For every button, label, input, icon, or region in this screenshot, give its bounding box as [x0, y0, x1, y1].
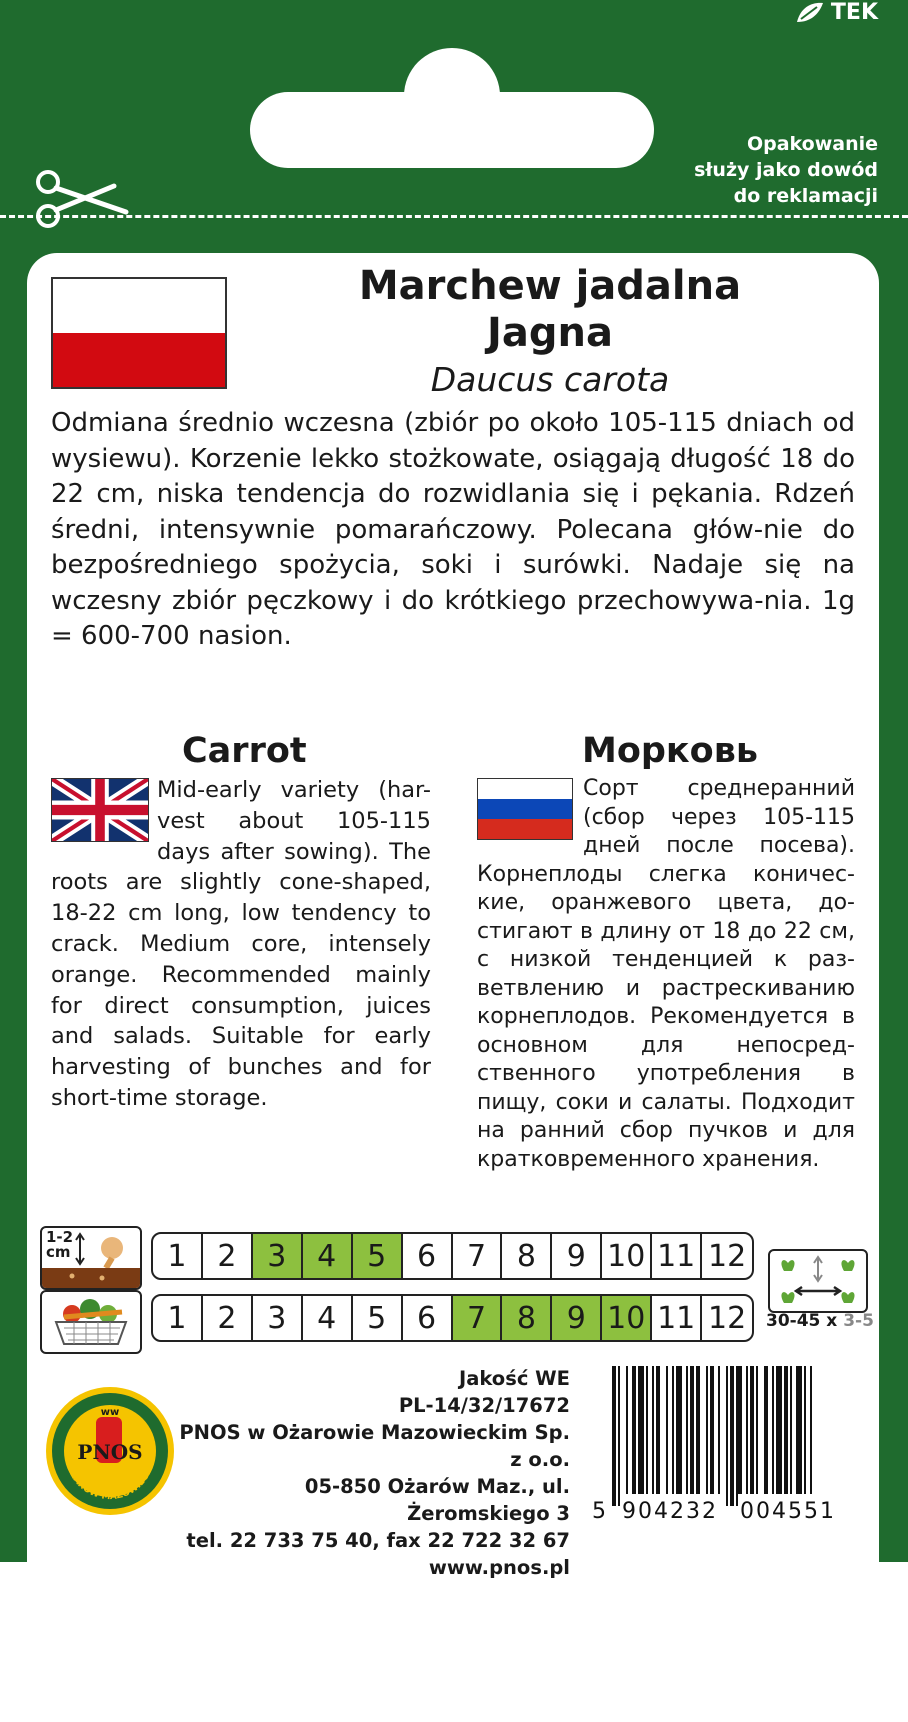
month-cell: 2	[203, 1234, 253, 1278]
month-cell-active: 10	[602, 1296, 652, 1340]
russian-text: Сорт среднеранний (сбор через 105-115 дней после посева). Корнеплоды слегка коничес-кие, оранжевого цвета, до-стигают в длину от 18 до 22 см, с низкой тенденцией к раз-ветвлению и растрескиванию корнеплодов. Рекомендуется в основном для непосред-ственного употребления в пищу, соки и салаты. Подходит на ранний сбор пучков и для кратковременного хранения.	[477, 776, 855, 1172]
hang-hole	[250, 92, 654, 168]
barcode-bar	[746, 1366, 748, 1506]
sowing-calendar	[151, 1232, 754, 1280]
barcode-bar	[776, 1366, 782, 1506]
notice-line: Opakowanie	[746, 133, 878, 155]
barcode-bar	[784, 1366, 788, 1506]
barcode-bar	[750, 1366, 754, 1506]
barcode-bar	[718, 1366, 720, 1506]
barcode-bar	[612, 1366, 616, 1506]
month-cell-active: 8	[502, 1296, 552, 1340]
barcode-bar	[632, 1366, 636, 1506]
company-info	[170, 1365, 570, 1581]
month-cell: 9	[552, 1234, 602, 1278]
logo-letters: PNOS	[77, 1440, 143, 1464]
barcode-bar	[672, 1366, 674, 1506]
title-line-1: Marchew jadalna	[358, 263, 742, 309]
brand-text: TEK	[830, 0, 878, 25]
month-cell: 11	[652, 1296, 702, 1340]
month-cell: 8	[502, 1234, 552, 1278]
barcode-bar	[772, 1366, 774, 1506]
russian-description	[477, 775, 855, 1174]
top-brand	[795, 0, 878, 25]
barcode-bar	[676, 1366, 682, 1506]
spacing-secondary: 3-5	[843, 1311, 874, 1331]
barcode-bar	[804, 1366, 806, 1506]
sowing-depth-icon	[40, 1226, 142, 1290]
month-cell: 3	[253, 1296, 303, 1340]
month-cell: 1	[153, 1234, 203, 1278]
month-cell: 12	[708, 1300, 747, 1336]
barcode-bar	[626, 1366, 628, 1506]
month-cell-active: 5	[353, 1234, 403, 1278]
english-description	[51, 775, 431, 1114]
product-title	[300, 263, 800, 401]
plant-spacing-icon	[768, 1249, 868, 1313]
russian-title: Морковь	[582, 731, 759, 771]
barcode-group-1: 904232	[622, 1499, 718, 1524]
pnos-logo	[44, 1385, 176, 1517]
barcode-bar	[790, 1366, 792, 1506]
quality-mark: Jakość WE	[458, 1367, 570, 1390]
barcode-bar	[638, 1366, 644, 1506]
barcode-bar	[656, 1366, 660, 1506]
month-cell-active: 4	[303, 1234, 353, 1278]
leaf-icon	[795, 2, 825, 24]
month-cell-active: 7	[453, 1296, 503, 1340]
logo-ring-text: OŻARÓW MAZOWIECKI	[64, 1463, 156, 1503]
scissors-icon	[34, 168, 130, 230]
sowing-depth-label: 1-2 cm	[46, 1228, 74, 1261]
registration-number: PL-14/32/17672	[398, 1394, 570, 1417]
barcode-bar	[736, 1366, 742, 1506]
barcode-bar	[666, 1366, 668, 1506]
month-cell: 4	[303, 1296, 353, 1340]
company-name: PNOS w Ożarowie Mazowieckim Sp. z o.o.	[179, 1421, 570, 1471]
notice-line: do reklamacji	[733, 185, 878, 207]
barcode-bar	[710, 1366, 714, 1506]
barcode-bar	[730, 1366, 734, 1506]
harvest-basket-icon	[40, 1290, 142, 1354]
company-website: www.pnos.pl	[428, 1556, 570, 1579]
barcode-bar	[646, 1366, 648, 1506]
month-cell: 10	[602, 1234, 652, 1278]
month-cell: 2	[203, 1296, 253, 1340]
logo-small: ww	[100, 1407, 120, 1418]
barcode-bar	[726, 1366, 728, 1506]
barcode-bar	[810, 1366, 812, 1506]
cut-line	[0, 215, 908, 218]
month-cell-active: 9	[552, 1296, 602, 1340]
spacing-label	[766, 1311, 874, 1331]
polish-description: Odmiana średnio wczesna (zbiór po około 105-115 dniach od wysiewu). Korzenie lekko stożkowate, osiągają długość 18 do 22 cm, niska tendencja do rozwidlania się i pękania. Rdzeń średni, intensywnie pomarańczowy. Polecana głów-nie do bezpośredniego spożycia, soki i surówki. Nadaje się na wczesny zbiór pęczkowy i do krótkiego przechowywa-nia. 1g = 600-700 nasion.	[51, 408, 855, 651]
barcode-bar	[696, 1366, 700, 1506]
english-text: Mid-early variety (har-vest about 105-115 days after sowing). The roots are slightly cone-shaped, 18-22 cm long, low tendency to crack. Medium core, intensely orange. Recommended mainly for direct consumption, juices and salads. Suitable for early harvesting of bunches and for short-time storage.	[51, 777, 431, 1111]
notice-line: służy jako dowód	[694, 159, 878, 181]
month-cell-active: 3	[253, 1234, 303, 1278]
spacing-main: 30-45 x	[766, 1311, 838, 1331]
barcode-bar	[764, 1366, 768, 1506]
month-cell: 6	[403, 1234, 453, 1278]
receipt-notice	[618, 131, 878, 209]
polish-flag	[51, 277, 227, 389]
company-address: 05-850 Ożarów Maz., ul. Żeromskiego 3	[304, 1475, 570, 1525]
barcode-bar	[706, 1366, 708, 1506]
barcode-bar	[756, 1366, 758, 1506]
harvest-calendar	[151, 1294, 754, 1342]
month-cell: 5	[353, 1296, 403, 1340]
month-cell: 7	[453, 1234, 503, 1278]
month-cell: 11	[652, 1234, 702, 1278]
barcode-bar	[686, 1366, 688, 1506]
company-phone: tel. 22 733 75 40, fax 22 722 32 67	[186, 1529, 570, 1552]
month-cell: 1	[153, 1296, 203, 1340]
title-line-2: Jagna	[487, 310, 613, 356]
barcode-group-2: 004551	[740, 1499, 836, 1524]
barcode-bar	[618, 1366, 620, 1506]
barcode-left-digit: 5	[592, 1499, 606, 1524]
month-cell: 12	[708, 1238, 747, 1274]
barcode-bar	[652, 1366, 654, 1506]
month-cell: 6	[403, 1296, 453, 1340]
english-title: Carrot	[182, 731, 307, 771]
barcode-bar	[796, 1366, 802, 1506]
latin-name: Daucus carota	[430, 360, 670, 399]
barcode	[590, 1366, 872, 1526]
barcode-bar	[690, 1366, 694, 1506]
